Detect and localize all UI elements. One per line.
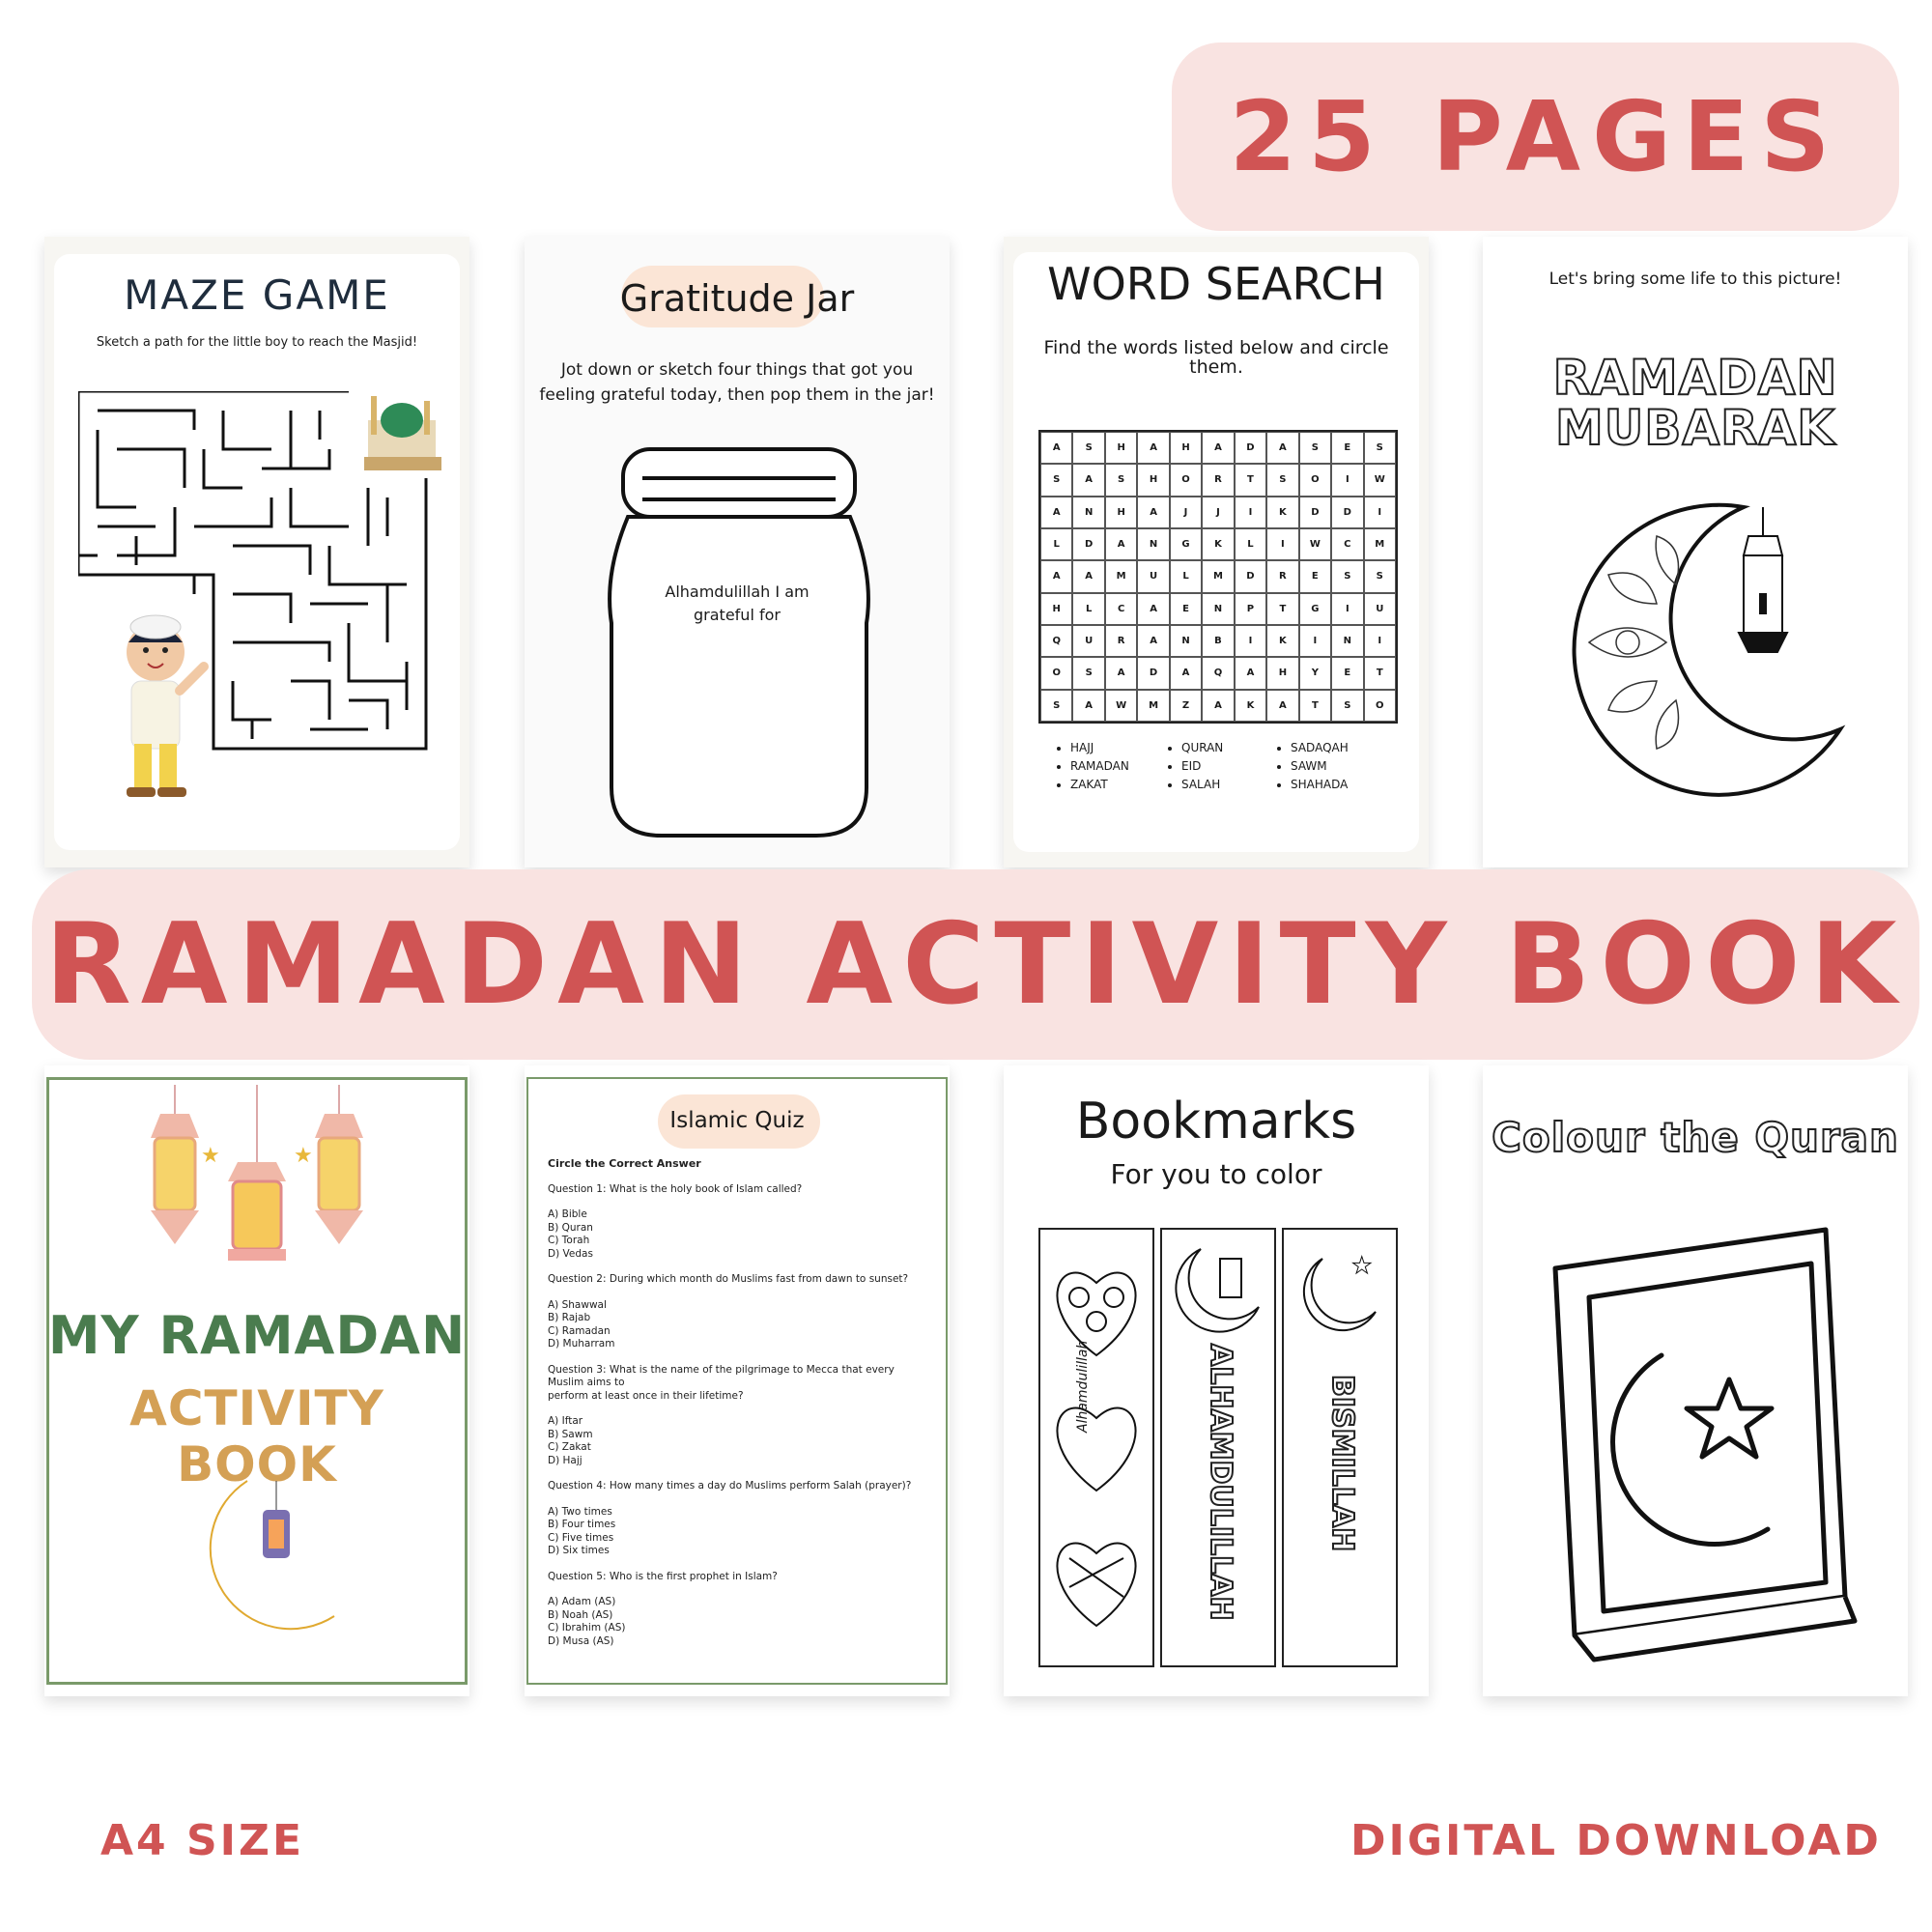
masjid-icon [364, 396, 441, 470]
wordsearch-cell[interactable]: S [1040, 690, 1072, 722]
cover-page [44, 1065, 469, 1696]
wordsearch-cell[interactable]: S [1331, 690, 1363, 722]
wordsearch-cell[interactable]: I [1235, 497, 1266, 528]
wordsearch-cell[interactable]: L [1235, 528, 1266, 560]
wordsearch-cell[interactable]: O [1299, 464, 1331, 496]
wordsearch-cell[interactable]: C [1331, 528, 1363, 560]
wordsearch-cell[interactable]: U [1137, 560, 1169, 592]
wordsearch-cell[interactable]: K [1266, 625, 1298, 657]
wordsearch-cell[interactable]: T [1364, 657, 1396, 689]
quiz-answer[interactable]: C) Zakat [548, 1441, 591, 1453]
wordsearch-cell[interactable]: H [1170, 432, 1202, 464]
pages-count-text: 25 PAGES [1229, 80, 1842, 193]
wordsearch-cell[interactable]: N [1072, 497, 1104, 528]
quiz-question: Question 4: How many times a day do Muslims perform Salah (prayer)? [548, 1480, 912, 1492]
wordsearch-cell[interactable]: Z [1170, 690, 1202, 722]
digital-download-label: DIGITAL DOWNLOAD [1350, 1816, 1882, 1865]
word-item: • SADAQAH [1291, 739, 1349, 757]
wordsearch-cell[interactable]: C [1105, 593, 1137, 625]
wordsearch-cell[interactable]: W [1299, 528, 1331, 560]
quiz-answer[interactable]: B) Four times [548, 1519, 616, 1530]
wordsearch-cell[interactable]: L [1040, 528, 1072, 560]
wordsearch-cell[interactable]: A [1266, 690, 1298, 722]
wordsearch-cell[interactable]: Q [1202, 657, 1234, 689]
bookmark-alhamdulillah [1160, 1228, 1276, 1667]
wordsearch-cell[interactable]: T [1235, 464, 1266, 496]
hearts-pattern-icon [1040, 1230, 1152, 1664]
wordsearch-cell[interactable]: M [1364, 528, 1396, 560]
wordsearch-cell[interactable]: O [1040, 657, 1072, 689]
wordsearch-words-col2 [1168, 739, 1223, 794]
crescent-moon-icon [189, 1471, 344, 1645]
wordsearch-cell[interactable]: A [1040, 560, 1072, 592]
quiz-answer[interactable]: A) Two times [548, 1505, 612, 1518]
quiz-question: Question 2: During which month do Muslims fast from dawn to sunset? [548, 1273, 909, 1285]
quiz-question: Question 3: What is the name of the pilgrimage to Mecca that every Muslim aims to [548, 1363, 895, 1388]
wordsearch-cell[interactable]: D [1137, 657, 1169, 689]
wordsearch-words-col3 [1277, 739, 1349, 794]
quiz-question: Question 5: Who is the first prophet in Islam? [548, 1570, 778, 1582]
word-item: • RAMADAN [1070, 757, 1129, 776]
wordsearch-cell[interactable]: D [1235, 432, 1266, 464]
wordsearch-cell[interactable]: K [1235, 690, 1266, 722]
jar-label-line2: grateful for [694, 606, 781, 624]
wordsearch-cell[interactable]: E [1170, 593, 1202, 625]
wordsearch-cell[interactable]: L [1072, 593, 1104, 625]
bookmarks-subtitle: For you to color [1110, 1158, 1322, 1190]
quiz-answer[interactable]: A) Iftar [548, 1415, 583, 1427]
bookmark-bismillah [1282, 1228, 1398, 1667]
bookmark-word-script: Alhamdulillah [1075, 1340, 1091, 1433]
lantern-icon [1739, 507, 1787, 652]
wordsearch-cell[interactable]: A [1235, 657, 1266, 689]
quiz-answer[interactable]: D) Muharram [548, 1338, 615, 1350]
wordsearch-cell[interactable]: N [1331, 625, 1363, 657]
quiz-answer[interactable]: D) Musa (AS) [548, 1634, 614, 1647]
wordsearch-cell[interactable]: B [1202, 625, 1234, 657]
wordsearch-cell[interactable]: R [1202, 464, 1234, 496]
quiz-answer[interactable]: B) Noah (AS) [548, 1608, 613, 1621]
wordsearch-cell[interactable]: K [1266, 497, 1298, 528]
quiz-answer[interactable]: C) Five times [548, 1531, 614, 1544]
lantern-icon [228, 1162, 286, 1261]
wordsearch-words-col1 [1057, 739, 1129, 794]
hanging-lanterns-icon [141, 1085, 373, 1278]
wordsearch-cell[interactable]: A [1072, 690, 1104, 722]
wordsearch-cell[interactable]: M [1202, 560, 1234, 592]
colour-the-quran-page [1483, 1065, 1908, 1696]
maze-game-page [44, 237, 469, 867]
quiz-question-cont: perform at least once in their lifetime? [548, 1389, 744, 1402]
wordsearch-cell[interactable]: J [1202, 497, 1234, 528]
wordsearch-cell[interactable]: S [1364, 432, 1396, 464]
wordsearch-cell[interactable]: J [1170, 497, 1202, 528]
boy-character-icon [127, 615, 204, 797]
quran-title: Colour the Quran [1492, 1114, 1899, 1161]
quiz-answer[interactable]: C) Torah [548, 1235, 590, 1246]
wordsearch-cell[interactable]: W [1364, 464, 1396, 496]
word-item: • ZAKAT [1070, 776, 1129, 794]
wordsearch-cell[interactable]: D [1235, 560, 1266, 592]
wordsearch-cell[interactable]: D [1072, 528, 1104, 560]
mubarak-outline-text: MUBARAK [1554, 400, 1836, 456]
wordsearch-cell[interactable]: S [1040, 464, 1072, 496]
wordsearch-cell[interactable]: H [1137, 464, 1169, 496]
wordsearch-cell[interactable]: O [1364, 690, 1396, 722]
wordsearch-cell[interactable]: S [1072, 657, 1104, 689]
wordsearch-cell[interactable]: S [1266, 464, 1298, 496]
wordsearch-cell[interactable]: M [1105, 560, 1137, 592]
wordsearch-cell[interactable]: A [1202, 432, 1234, 464]
word-item: • EID [1181, 757, 1223, 776]
quiz-answer[interactable]: B) Rajab [548, 1312, 591, 1323]
quiz-answer[interactable]: A) Bible [548, 1208, 587, 1220]
bookmark-word-bismillah: BISMILLAH [1325, 1375, 1359, 1552]
islamic-quiz-page [525, 1065, 950, 1696]
quiz-answer[interactable]: A) Adam (AS) [548, 1596, 616, 1607]
word-item: • HAJJ [1070, 739, 1129, 757]
quiz-answer[interactable]: D) Six times [548, 1545, 610, 1556]
cover-title-line2: ACTIVITY BOOK [129, 1380, 384, 1492]
wordsearch-cell[interactable]: P [1235, 593, 1266, 625]
a4-size-label: A4 SIZE [100, 1816, 305, 1865]
wordsearch-cell[interactable]: I [1235, 625, 1266, 657]
bookmarks-title: Bookmarks [1075, 1093, 1357, 1151]
wordsearch-cell[interactable]: S [1072, 432, 1104, 464]
wordsearch-cell[interactable]: I [1331, 593, 1363, 625]
activity-book-banner-text: RAMADAN ACTIVITY BOOK [44, 899, 1907, 1030]
gratitude-title: Gratitude Jar [619, 277, 855, 320]
wordsearch-cell[interactable]: S [1331, 560, 1363, 592]
wordsearch-cell[interactable]: R [1266, 560, 1298, 592]
wordsearch-grid [1038, 430, 1398, 724]
wordsearch-cell[interactable]: H [1040, 593, 1072, 625]
quiz-answer[interactable]: B) Sawm [548, 1428, 593, 1440]
jar-label-line1: Alhamdulillah I am [665, 582, 810, 601]
wordsearch-cell[interactable]: H [1105, 432, 1137, 464]
wordsearch-cell[interactable]: A [1137, 625, 1169, 657]
word-item: • QURAN [1181, 739, 1223, 757]
crescent-star-icon [1284, 1230, 1396, 1346]
bookmark-word-alhamdulillah: ALHAMDULILLAH [1204, 1344, 1237, 1621]
wordsearch-cell[interactable]: N [1137, 528, 1169, 560]
wordsearch-cell[interactable]: A [1266, 432, 1298, 464]
wordsearch-cell[interactable]: U [1072, 625, 1104, 657]
colouring-caption: Let's bring some life to this picture! [1548, 270, 1842, 289]
wordsearch-cell[interactable]: Y [1299, 657, 1331, 689]
wordsearch-cell[interactable]: A [1040, 432, 1072, 464]
wordsearch-cell[interactable]: A [1040, 497, 1072, 528]
svg-text:★: ★ [294, 1144, 313, 1168]
wordsearch-cell[interactable]: A [1137, 432, 1169, 464]
wordsearch-cell[interactable]: O [1170, 464, 1202, 496]
gratitude-jar-page [525, 237, 950, 867]
wordsearch-cell[interactable]: N [1202, 593, 1234, 625]
wordsearch-title: WORD SEARCH [1047, 258, 1385, 310]
wordsearch-cell[interactable]: G [1299, 593, 1331, 625]
quran-book-icon [1536, 1210, 1864, 1664]
wordsearch-cell[interactable]: D [1299, 497, 1331, 528]
bookmarks-page [1004, 1065, 1429, 1696]
wordsearch-cell[interactable]: A [1137, 497, 1169, 528]
wordsearch-cell[interactable]: U [1364, 593, 1396, 625]
wordsearch-cell[interactable]: N [1170, 625, 1202, 657]
wordsearch-cell[interactable]: E [1331, 432, 1363, 464]
wordsearch-cell[interactable]: S [1364, 560, 1396, 592]
wordsearch-cell[interactable]: E [1331, 657, 1363, 689]
activity-book-banner [32, 869, 1919, 1060]
wordsearch-cell[interactable]: I [1364, 497, 1396, 528]
maze-title: MAZE GAME [124, 271, 390, 319]
wordsearch-cell[interactable]: H [1266, 657, 1298, 689]
wordsearch-cell[interactable]: M [1137, 690, 1169, 722]
wordsearch-cell[interactable]: E [1299, 560, 1331, 592]
wordsearch-cell[interactable]: T [1266, 593, 1298, 625]
maze-instruction: Sketch a path for the little boy to reach the Masjid! [96, 335, 418, 350]
wordsearch-cell[interactable]: H [1105, 497, 1137, 528]
maze-illustration [78, 391, 455, 845]
wordsearch-cell[interactable]: A [1137, 593, 1169, 625]
wordsearch-cell[interactable]: K [1202, 528, 1234, 560]
cover-title-line1: MY RAMADAN [47, 1305, 467, 1366]
wordsearch-cell[interactable]: I [1331, 464, 1363, 496]
wordsearch-cell[interactable]: A [1105, 657, 1137, 689]
wordsearch-cell[interactable]: T [1299, 690, 1331, 722]
wordsearch-cell[interactable]: Q [1040, 625, 1072, 657]
svg-text:★: ★ [1351, 1252, 1373, 1279]
quiz-answer[interactable]: B) Quran [548, 1221, 593, 1234]
wordsearch-cell[interactable]: A [1072, 560, 1104, 592]
crescent-lantern-icon [1550, 488, 1860, 807]
quiz-answer[interactable]: C) Ibrahim (AS) [548, 1622, 626, 1634]
wordsearch-cell[interactable]: I [1364, 625, 1396, 657]
gratitude-instruction-line2: feeling grateful today, then pop them in the jar! [539, 385, 935, 405]
wordsearch-cell[interactable]: S [1105, 464, 1137, 496]
wordsearch-cell[interactable]: I [1299, 625, 1331, 657]
bookmark-hearts [1038, 1228, 1154, 1667]
wordsearch-cell[interactable]: I [1266, 528, 1298, 560]
quiz-question: Question 1: What is the holy book of Islam called? [548, 1182, 803, 1195]
quiz-answer[interactable]: D) Hajj [548, 1454, 582, 1466]
quiz-answer[interactable]: D) Vedas [548, 1247, 593, 1260]
word-search-page [1004, 237, 1429, 867]
lantern-icon [315, 1114, 363, 1244]
lantern-icon [151, 1114, 199, 1244]
ramadan-mubarak-colouring-page [1483, 237, 1908, 867]
word-item: • SHAHADA [1291, 776, 1349, 794]
jar-icon [604, 440, 874, 845]
lantern-icon [263, 1481, 290, 1558]
quiz-answer[interactable]: C) Ramadan [548, 1324, 611, 1337]
quiz-answer[interactable]: A) Shawwal [548, 1298, 607, 1311]
wordsearch-instruction-line1: Find the words listed below and circle [1043, 337, 1389, 358]
ramadan-outline-text: RAMADAN [1552, 350, 1838, 406]
wordsearch-cell[interactable]: A [1202, 690, 1234, 722]
svg-text:★: ★ [201, 1144, 220, 1168]
quiz-subtitle: Circle the Correct Answer [548, 1157, 701, 1170]
wordsearch-cell[interactable]: R [1105, 625, 1137, 657]
wordsearch-cell[interactable]: S [1299, 432, 1331, 464]
quiz-title: Islamic Quiz [669, 1108, 805, 1133]
gratitude-instruction-line1: Jot down or sketch four things that got you [560, 360, 914, 380]
quiz-content [548, 1157, 930, 1648]
wordsearch-cell[interactable]: G [1170, 528, 1202, 560]
wordsearch-cell[interactable]: A [1170, 657, 1202, 689]
crescent-icon [1162, 1230, 1274, 1346]
wordsearch-instruction-line2: them. [1189, 356, 1243, 378]
wordsearch-cell[interactable]: D [1331, 497, 1363, 528]
pages-count-banner [1172, 43, 1899, 231]
wordsearch-cell[interactable]: A [1072, 464, 1104, 496]
wordsearch-cell[interactable]: W [1105, 690, 1137, 722]
word-item: • SALAH [1181, 776, 1223, 794]
word-item: • SAWM [1291, 757, 1349, 776]
wordsearch-cell[interactable]: A [1105, 528, 1137, 560]
wordsearch-cell[interactable]: L [1170, 560, 1202, 592]
